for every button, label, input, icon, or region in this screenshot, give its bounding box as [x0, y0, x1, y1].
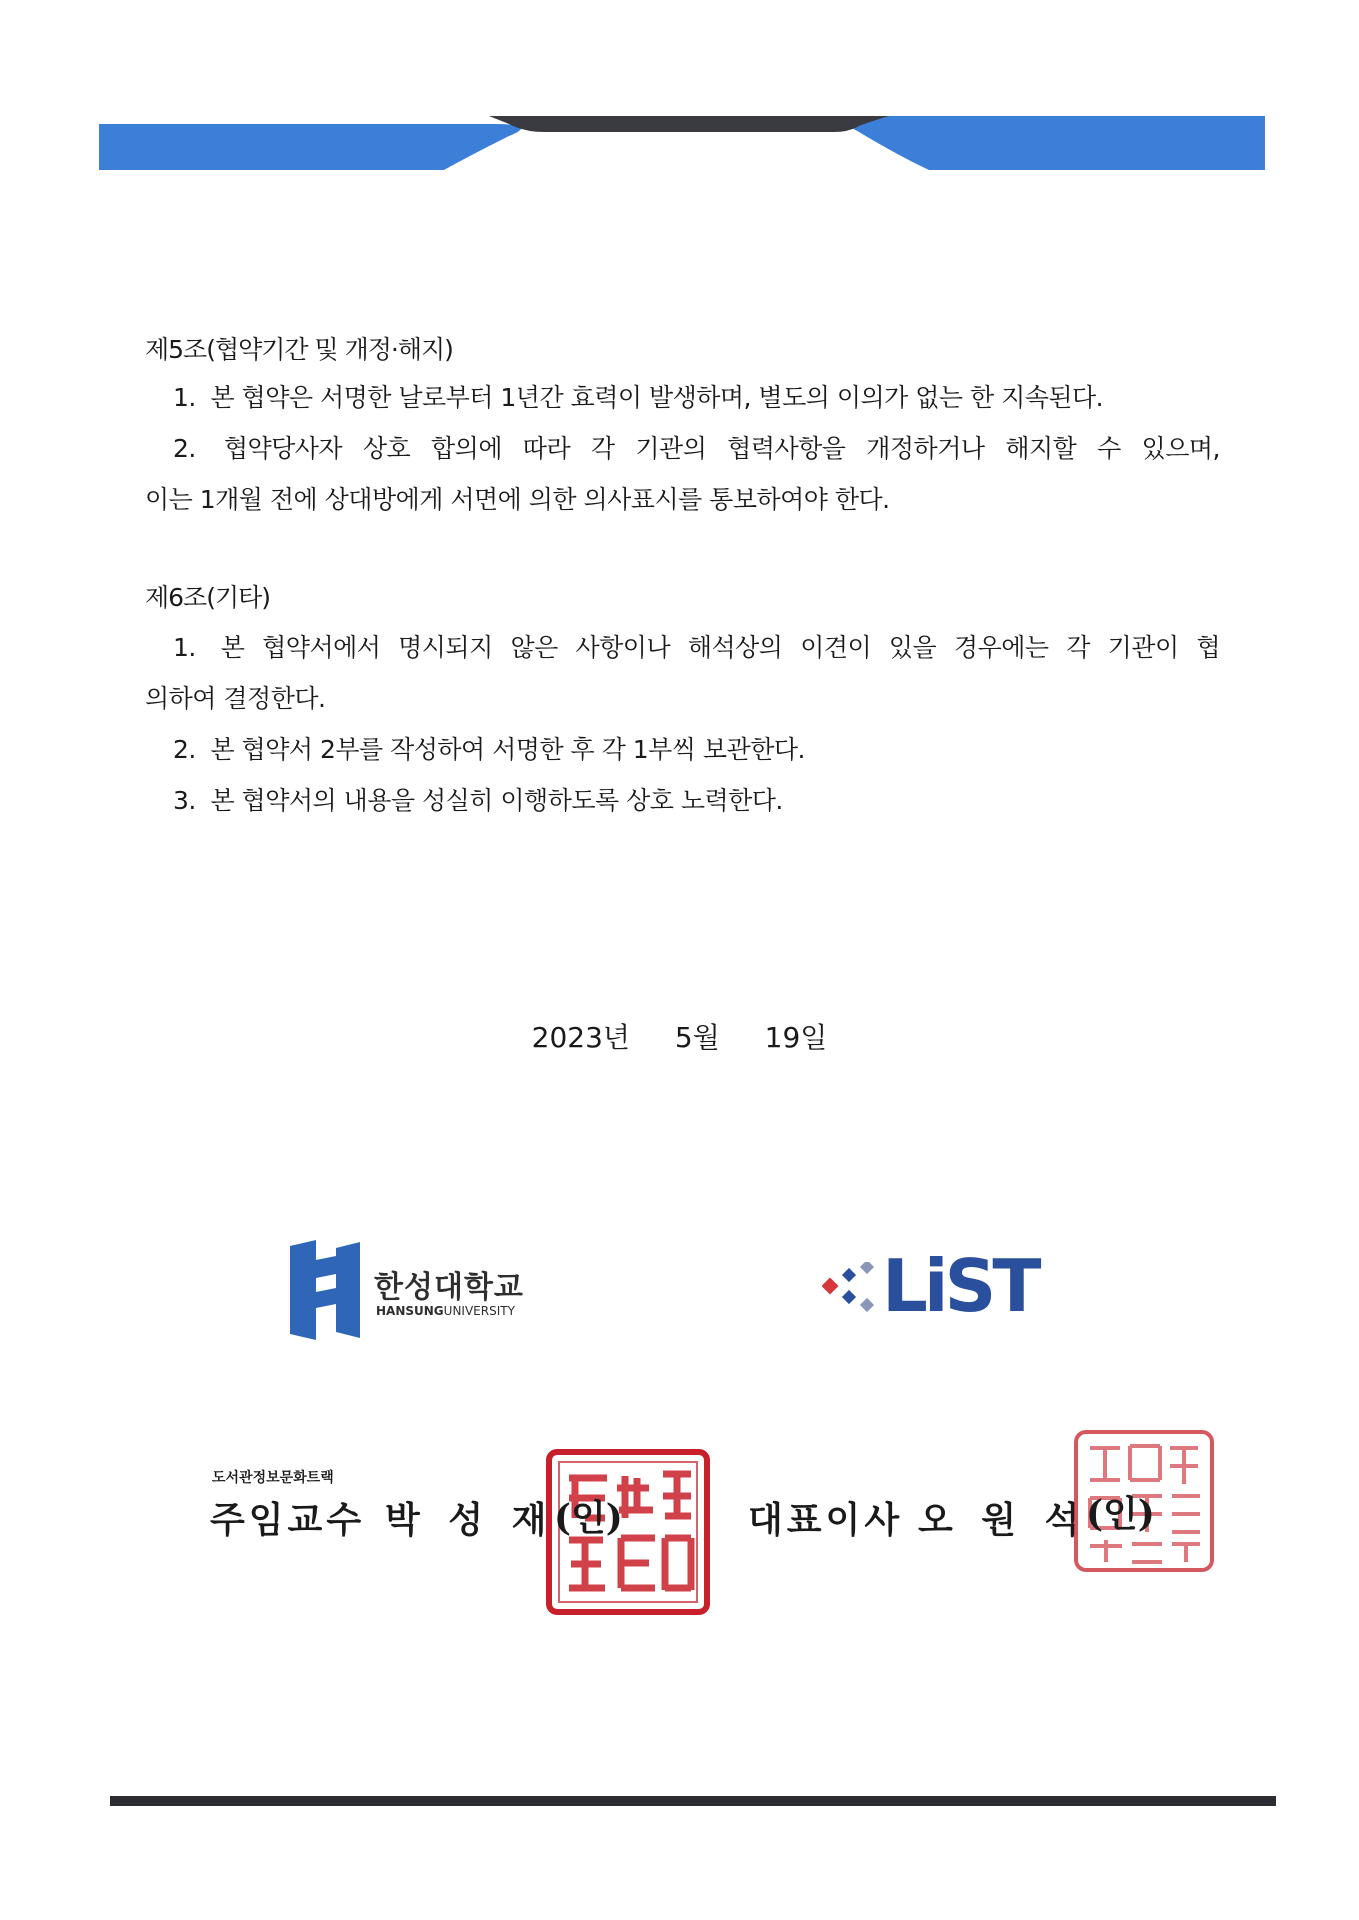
- hansung-english-bold: HANSUNG: [376, 1304, 444, 1318]
- left-signer-name: 박 성 재: [385, 1499, 555, 1541]
- article6-item1-line2: 의하여 결정한다.: [145, 684, 326, 713]
- header-band-left: [99, 124, 521, 170]
- article6-item2: [145, 724, 1220, 775]
- hansung-emblem-icon: [290, 1240, 370, 1340]
- article5-item2-number: 2.: [173, 434, 196, 463]
- article5-item2-text: 협약당사자 상호 합의에 따라 각 기관의 협력사항을 개정하거나 해지할 수 있으며,: [223, 434, 1220, 463]
- footer-line: [110, 1796, 1276, 1806]
- article6-item3: [145, 775, 1220, 826]
- hansung-english-light: UNIVERSITY: [443, 1304, 515, 1318]
- left-signer-title: 주임교수: [210, 1499, 366, 1541]
- date-year: 2023년: [531, 1021, 630, 1054]
- hansung-english-name: [376, 1304, 515, 1318]
- header-band-center: [489, 116, 889, 132]
- agreement-date: [0, 1016, 1359, 1056]
- article5-item1-number: 1.: [173, 383, 196, 412]
- article6-item2-number: 2.: [173, 735, 196, 764]
- article6-item3-number: 3.: [173, 786, 196, 815]
- article6-item1-text: 본 협약서에서 명시되지 않은 사항이나 해석상의 이견이 있을 경우에는 각 기관이 협: [220, 633, 1220, 662]
- left-signer-department: 도서관정보문화트랙: [212, 1470, 334, 1486]
- date-day: 19일: [764, 1021, 828, 1054]
- article5-heading: 제5조(협약기간 및 개정·해지): [145, 335, 453, 364]
- hansung-korean-name: 한성대학교: [374, 1270, 524, 1305]
- right-signer-title: 대표이사: [748, 1499, 904, 1541]
- article6-heading: 제6조(기타): [145, 583, 271, 612]
- article6-item2-text: 본 협약서 2부를 작성하여 서명한 후 각 1부씩 보관한다.: [210, 735, 805, 764]
- article5-item1: [145, 372, 1220, 423]
- date-month: 5월: [674, 1021, 720, 1054]
- article5-item2-line2: 이는 1개월 전에 상대방에게 서면에 의한 의사표시를 통보하여야 한다.: [145, 485, 890, 514]
- article5-item1-text: 본 협약은 서명한 날로부터 1년간 효력이 발생하며, 별도의 이의가 없는 한 지속된다.: [210, 383, 1104, 412]
- article5-item2-line1: [145, 423, 1220, 474]
- article6-item3-text: 본 협약서의 내용을 성실히 이행하도록 상호 노력한다.: [210, 786, 783, 815]
- list-logo: [822, 1246, 1062, 1336]
- list-cube-icon: [822, 1262, 882, 1312]
- list-wordmark: LiST: [882, 1244, 1038, 1328]
- article6-item1-number: 1.: [173, 633, 196, 662]
- header-band: [99, 116, 1265, 170]
- right-signer-name: 오 원 석: [918, 1499, 1088, 1541]
- header-band-right: [846, 116, 1265, 170]
- left-seal-mark: (인): [554, 1497, 623, 1539]
- right-seal-mark: (인): [1086, 1493, 1155, 1535]
- hansung-logo: [290, 1240, 550, 1340]
- article6-item1-line1: [145, 622, 1220, 673]
